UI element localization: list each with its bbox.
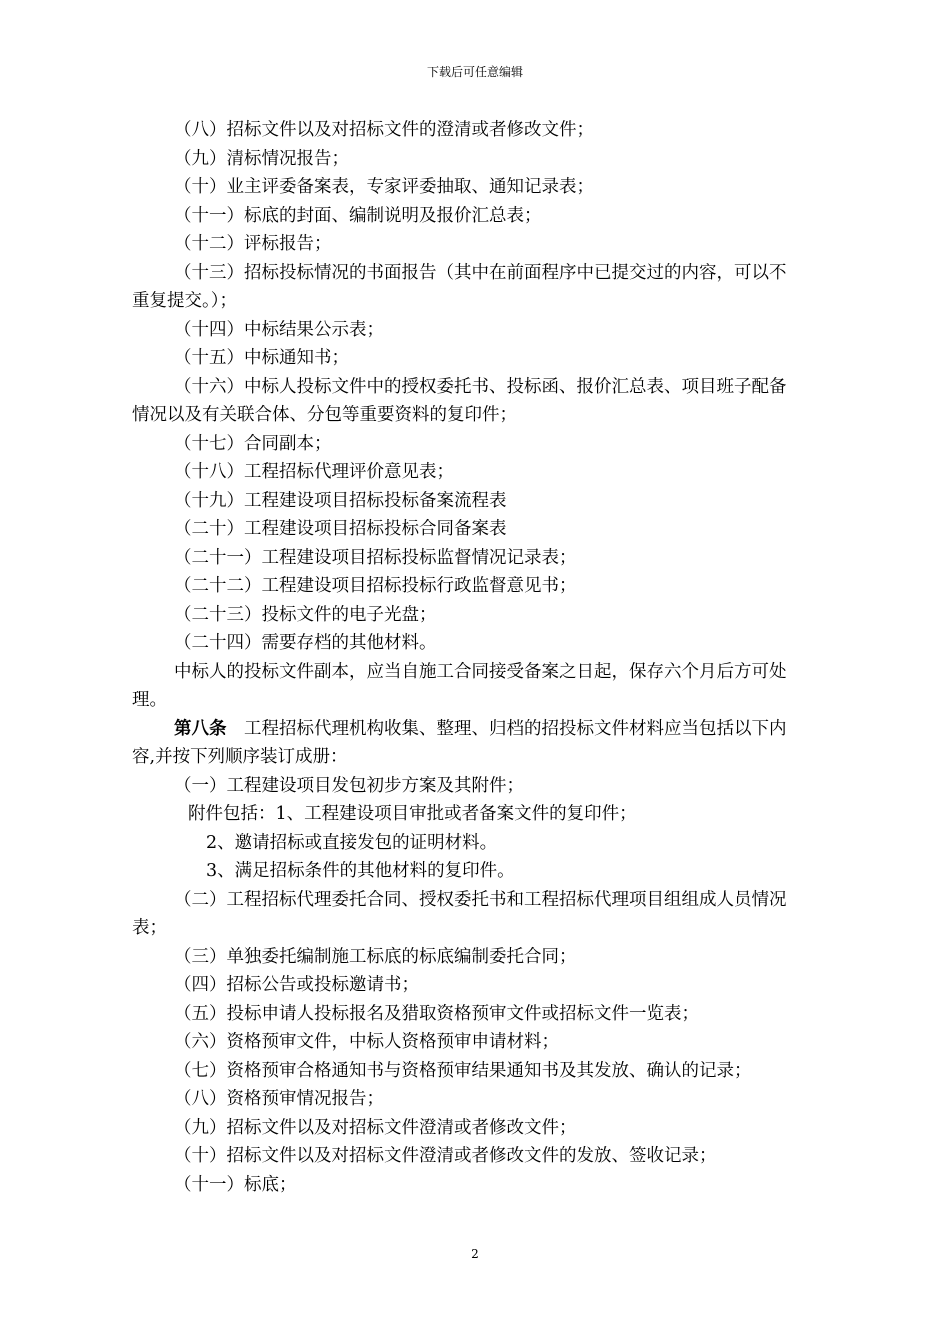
list-item: （十一）标底； [174, 1174, 297, 1195]
list-item: （九）清标情况报告； [174, 148, 349, 169]
list-item-continuation: 表； [132, 918, 167, 938]
list-item: （十六）中标人投标文件中的授权委托书、投标函、报价汇总表、项目班子配备 [174, 376, 787, 397]
list-item: （十三）招标投标情况的书面报告（其中在前面程序中已提交过的内容，可以不 [174, 262, 787, 283]
list-item: （十）业主评委备案表，专家评委抽取、通知记录表； [174, 177, 594, 197]
list-item: （十四）中标结果公示表； [174, 319, 384, 340]
list-item: （二）工程招标代理委托合同、授权委托书和工程招标代理项目组组成人员情况 [174, 889, 787, 910]
list-item: （六）资格预审文件，中标人资格预审申请材料； [174, 1032, 559, 1052]
article-8-heading [132, 715, 852, 744]
attachment-item: 2、邀请招标或直接发包的证明材料。 [206, 832, 498, 853]
paragraph-continuation: 理。 [132, 690, 167, 710]
list-item: （二十二）工程建设项目招标投标行政监督意见书； [174, 576, 577, 596]
document-body [132, 116, 852, 1199]
page-number: 2 [471, 1247, 479, 1261]
attachment-item: 附件包括：1、工程建设项目审批或者备案文件的复印件； [188, 804, 637, 824]
list-item: （二十四）需要存档的其他材料。 [174, 633, 437, 653]
list-item: （八）资格预审情况报告； [174, 1089, 384, 1109]
list-item: （十九）工程建设项目招标投标备案流程表 [174, 490, 507, 511]
list-item: （一）工程建设项目发包初步方案及其附件； [174, 775, 524, 796]
list-item: （二十）工程建设项目招标投标合同备案表 [174, 519, 507, 539]
list-item: （八）招标文件以及对招标文件的澄清或者修改文件； [174, 120, 594, 140]
article-text: 工程招标代理机构收集、整理、归档的招投标文件材料应当包括以下内 [244, 718, 787, 739]
list-item: （十一）标底的封面、编制说明及报价汇总表； [174, 205, 542, 226]
attachment-item: 3、满足招标条件的其他材料的复印件。 [206, 861, 515, 881]
list-item-continuation: 情况以及有关联合体、分包等重要资料的复印件； [132, 405, 517, 425]
page-header: 下载后可任意编辑 [426, 65, 523, 79]
list-item: （七）资格预审合格通知书与资格预审结果通知书及其发放、确认的记录； [174, 1060, 752, 1081]
article-8-continuation: 容,并按下列顺序装订成册： [132, 747, 348, 767]
list-item: （十）招标文件以及对招标文件澄清或者修改文件的发放、签收记录； [174, 1146, 717, 1166]
list-item-continuation: 重复提交。）； [132, 291, 237, 311]
list-item: （二十一）工程建设项目招标投标监督情况记录表； [174, 547, 577, 568]
list-item: （三）单独委托编制施工标底的标底编制委托合同； [174, 946, 577, 967]
article-label: 第八条 [174, 718, 227, 739]
list-item: （十二）评标报告； [174, 234, 332, 254]
list-item: （二十三）投标文件的电子光盘； [174, 604, 437, 625]
list-item: （四）招标公告或投标邀请书； [174, 975, 419, 995]
list-item: （十七）合同副本； [174, 433, 332, 454]
list-item: （九）招标文件以及对招标文件澄清或者修改文件； [174, 1117, 577, 1138]
list-item: （十五）中标通知书； [174, 348, 349, 368]
list-item: （五）投标申请人投标报名及猎取资格预审文件或招标文件一览表； [174, 1003, 699, 1024]
paragraph: 中标人的投标文件副本，应当自施工合同接受备案之日起，保存六个月后方可处 [174, 661, 787, 682]
list-item: （十八）工程招标代理评价意见表； [174, 462, 454, 482]
